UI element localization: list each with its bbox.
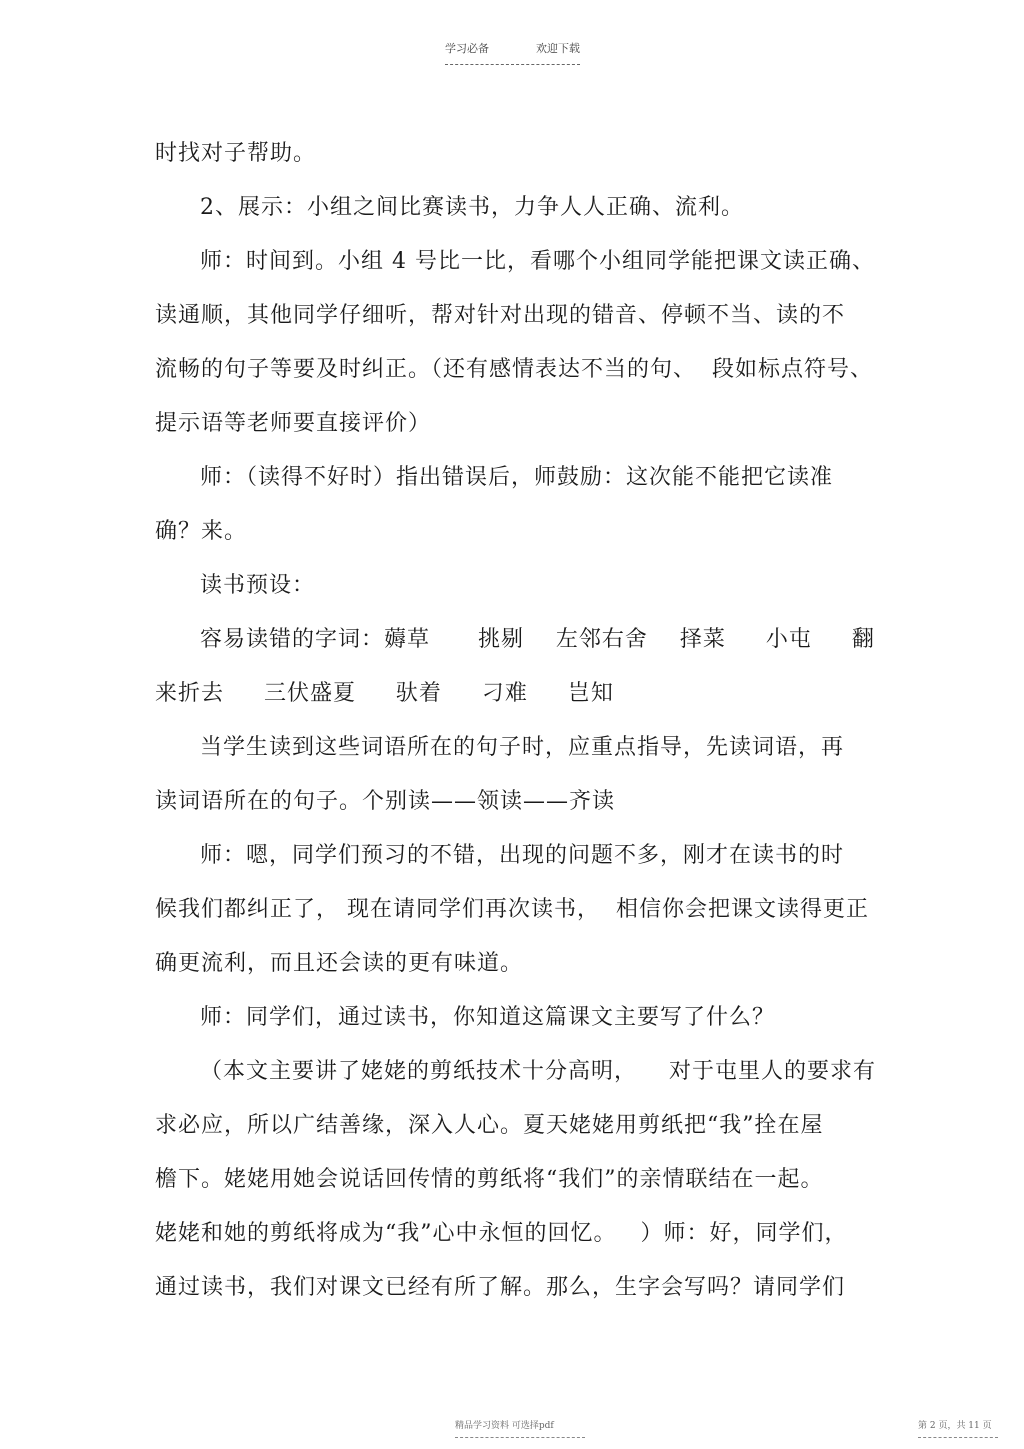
text-line: 流畅的句子等要及时纠正。（还有感情表达不当的句、 段如标点符号、 bbox=[155, 357, 873, 382]
text-line: 檐下。姥姥用她会说话回传情的剪纸将“我们”的亲情联结在一起。 bbox=[155, 1167, 824, 1192]
page-header bbox=[445, 40, 580, 65]
text-line: 来折去 三伏盛夏 驮着 刁难 岂知 bbox=[155, 681, 614, 706]
header-right-text: 欢迎下载 bbox=[536, 42, 580, 55]
text-line: 确？来。 bbox=[155, 519, 248, 544]
text-line: 容易读错的字词：薅草 挑剔 左邻右舍 择菜 小屯 翻 bbox=[200, 627, 875, 652]
text-line: 通过读书，我们对课文已经有所了解。那么，生字会写吗？请同学们 bbox=[155, 1275, 846, 1300]
text-line: 当学生读到这些词语所在的句子时，应重点指导，先读词语，再 bbox=[200, 735, 845, 760]
footer-left-text: 精品学习资料 可选择pdf bbox=[455, 1418, 585, 1438]
text-line: 师：时间到。小组 4 号比一比，看哪个小组同学能把课文读正确、 bbox=[200, 249, 875, 274]
text-line: 时找对子帮助。 bbox=[155, 141, 317, 166]
text-line: 2、展示：小组之间比赛读书，力争人人正确、流利。 bbox=[200, 195, 744, 220]
text-line: 读书预设： bbox=[200, 573, 316, 598]
text-line: 师：同学们，通过读书，你知道这篇课文主要写了什么？ bbox=[200, 1005, 776, 1030]
footer-page-number: 第 2 页，共 11 页 bbox=[918, 1418, 998, 1438]
header-left-text: 学习必备 bbox=[445, 42, 489, 55]
text-line: 候我们都纠正了， 现在请同学们再次读书， 相信你会把课文读得更正 bbox=[155, 897, 869, 922]
text-line: 读词语所在的句子。个别读——领读——齐读 bbox=[155, 789, 616, 814]
text-line: 读通顺，其他同学仔细听，帮对针对出现的错音、停顿不当、读的不 bbox=[155, 303, 846, 328]
text-line: 确更流利，而且还会读的更有味道。 bbox=[155, 951, 524, 976]
text-line: 提示语等老师要直接评价） bbox=[155, 411, 432, 436]
text-line: 姥姥和她的剪纸将成为“我”心中永恒的回忆。 ）师：好，同学们， bbox=[155, 1221, 848, 1246]
text-line: 师：嗯，同学们预习的不错，出现的问题不多，刚才在读书的时 bbox=[200, 843, 845, 868]
text-line: 求必应，所以广结善缘，深入人心。夏天姥姥用剪纸把“我”拴在屋 bbox=[155, 1113, 824, 1138]
text-line: 师：（读得不好时）指出错误后，师鼓励：这次能不能把它读准 bbox=[200, 465, 834, 490]
text-line: （本文主要讲了姥姥的剪纸技术十分高明， 对于屯里人的要求有 bbox=[200, 1059, 876, 1084]
